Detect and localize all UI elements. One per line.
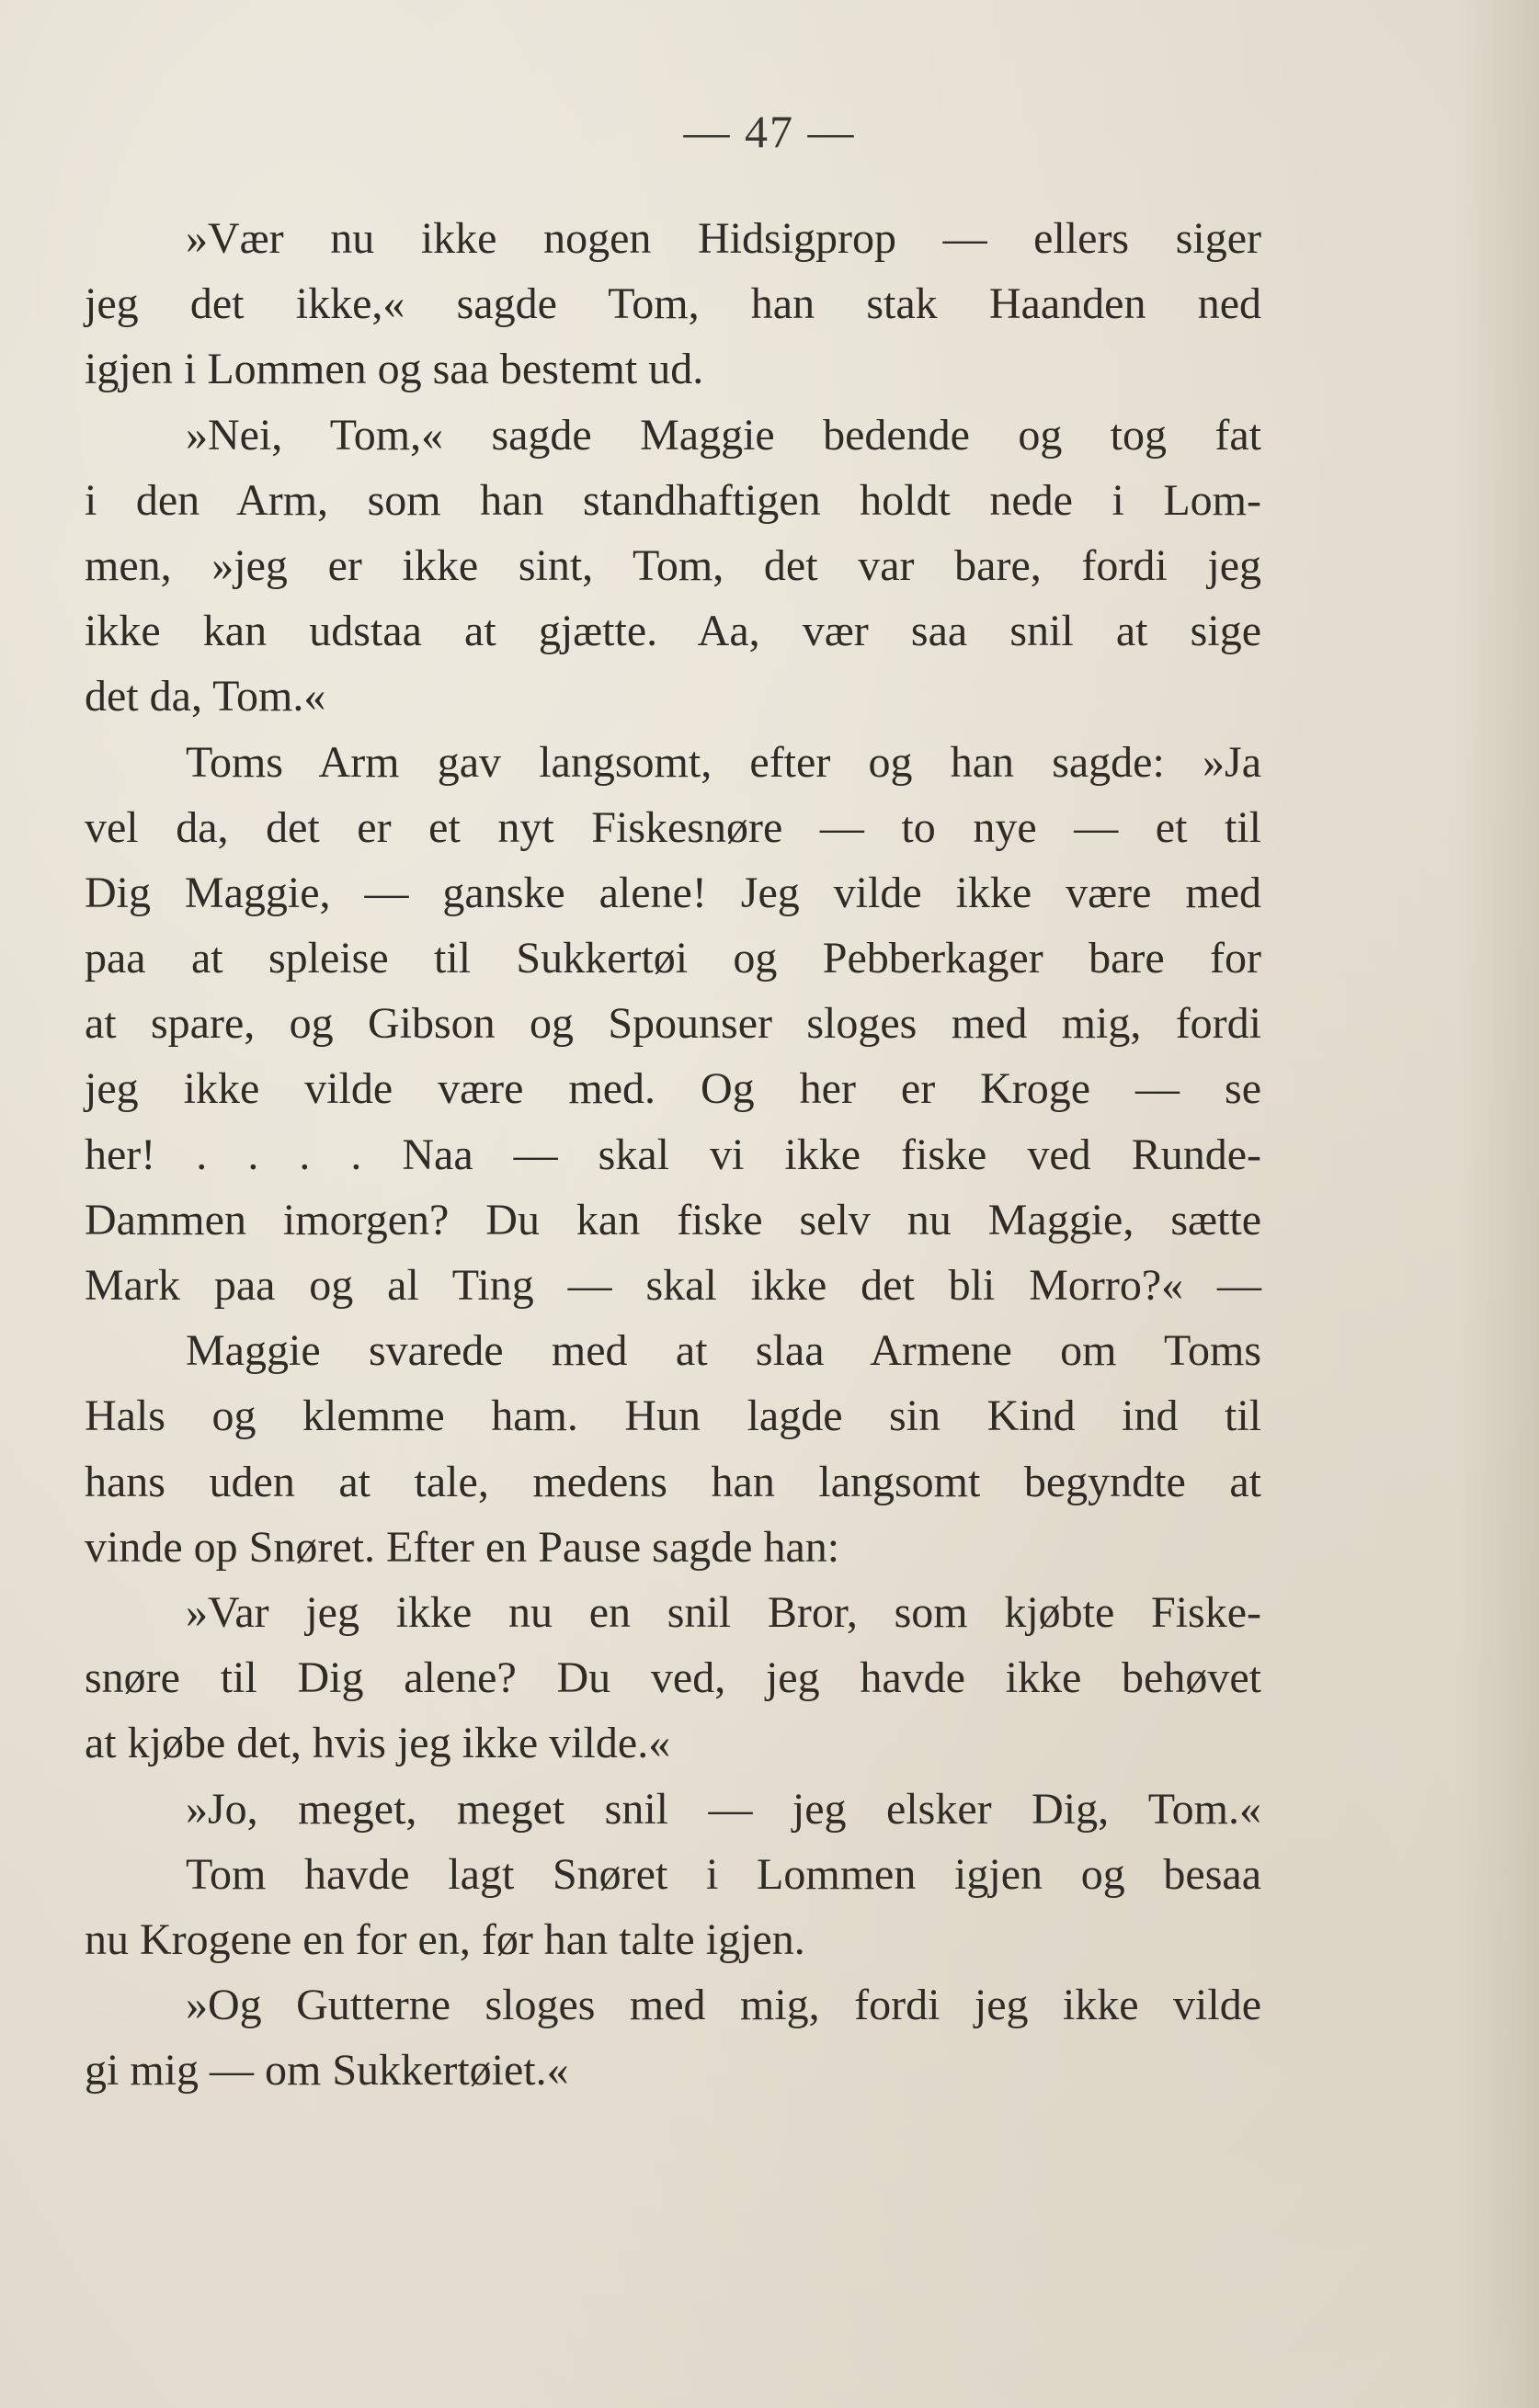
text-line: Tom havde lagt Snøret i Lommen igjen og besaa	[186, 1849, 1261, 1899]
page-edge-shadow	[1456, 0, 1539, 2408]
text-line: Dig Maggie, — ganske alene! Jeg vilde ikke være med	[85, 868, 1261, 917]
text-line: vinde op Snøret. Efter en Pause sagde han:	[85, 1522, 840, 1572]
body-text	[85, 206, 1261, 2103]
text-line: vel da, det er et nyt Fiskesnøre — to nye — et til	[85, 802, 1261, 852]
text-line: at kjøbe det, hvis jeg ikke vilde.«	[85, 1719, 671, 1768]
text-line: Dammen imorgen? Du kan fiske selv nu Maggie, sætte	[85, 1195, 1261, 1244]
text-line: igjen i Lommen og saa bestemt ud.	[85, 345, 704, 394]
text-line: snøre til Dig alene? Du ved, jeg havde ikke behøvet	[85, 1653, 1261, 1703]
text-line: i den Arm, som han standhaftigen holdt nede i Lom-	[85, 475, 1261, 525]
text-line: Maggie svarede med at slaa Armene om Toms	[186, 1326, 1261, 1376]
text-line: men, »jeg er ikke sint, Tom, det var bare, fordi jeg	[85, 540, 1261, 590]
text-line: paa at spleise til Sukkertøi og Pebberkager bare for	[85, 934, 1261, 983]
text-line: jeg ikke vilde være med. Og her er Kroge — se	[85, 1064, 1261, 1114]
text-line: »Og Gutterne sloges med mig, fordi jeg ikke vilde	[186, 1981, 1261, 2030]
text-line: nu Krogene en for en, før han talte igjen.	[85, 1914, 805, 1964]
text-line: ikke kan udstaa at gjætte. Aa, vær saa snil at sige	[85, 607, 1261, 656]
page-number: — 47 —	[683, 106, 856, 157]
text-line: her! . . . . Naa — skal vi ikke fiske ved Runde-	[85, 1130, 1261, 1179]
text-line: hans uden at tale, medens han langsomt begyndte at	[85, 1457, 1261, 1506]
text-line: jeg det ikke,« sagde Tom, han stak Haanden ned	[85, 279, 1261, 329]
text-line: »Vær nu ikke nogen Hidsigprop — ellers siger	[186, 214, 1261, 263]
text-line: gi mig — om Sukkertøiet.«	[85, 2046, 569, 2096]
text-line: »Jo, meget, meget snil — jeg elsker Dig, Tom.«	[186, 1784, 1261, 1834]
text-line: det da, Tom.«	[85, 672, 326, 721]
text-line: at spare, og Gibson og Spounser sloges med mig, fordi	[85, 999, 1261, 1049]
text-line: Mark paa og al Ting — skal ikke det bli Morro?« —	[85, 1261, 1261, 1310]
text-line: Toms Arm gav langsomt, efter og han sagde: »Ja	[186, 737, 1261, 787]
text-line: »Var jeg ikke nu en snil Bror, som kjøbte Fiske-	[186, 1587, 1261, 1637]
text-line: Hals og klemme ham. Hun lagde sin Kind ind til	[85, 1391, 1261, 1441]
text-line: »Nei, Tom,« sagde Maggie bedende og tog fat	[186, 410, 1261, 460]
